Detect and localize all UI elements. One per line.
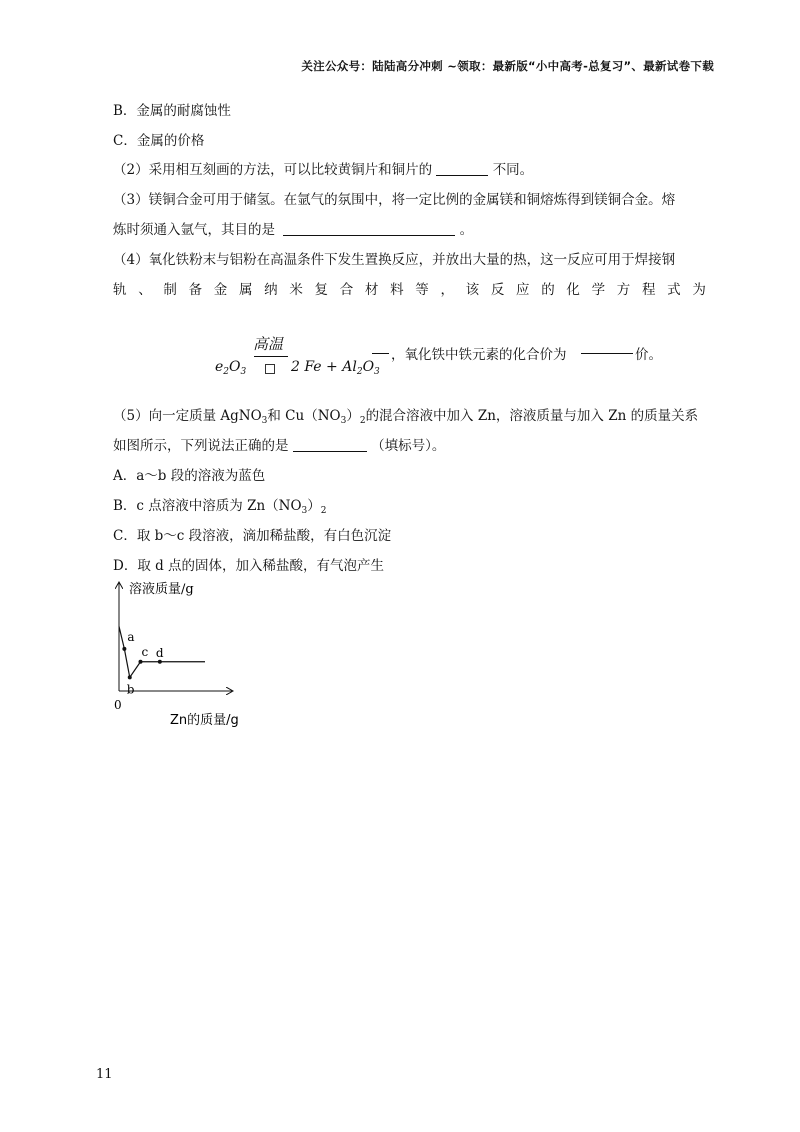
q5-text: 的混合溶液中加入 Zn，溶液质量与加入 Zn 的质量关系 (365, 408, 699, 424)
option-a-q5: A．a～b 段的溶液为蓝色 (113, 468, 266, 484)
question-4-line1: （4）氧化铁粉末与铝粉在高温条件下发生置换反应，并放出大量的热，这一反应可用于焊接钢 (113, 252, 676, 268)
char: 的 (541, 282, 555, 298)
question-2-suffix: 不同。 (492, 162, 534, 178)
char: 式 (667, 282, 681, 298)
answer-blank (283, 222, 455, 236)
subscript: 2 (359, 416, 366, 426)
point-b (128, 675, 132, 679)
question-5-line2 (113, 434, 445, 454)
box-icon (265, 364, 275, 374)
question-4-line2 (113, 278, 706, 298)
char: 为 (692, 282, 706, 298)
question-2-text: （2）采用相互刻画的方法，可以比较黄铜片和铜片的 (113, 162, 433, 178)
char: 程 (641, 282, 656, 298)
char: 轨 (113, 282, 127, 298)
char: 、 (138, 282, 152, 298)
subscript: 3 (340, 416, 347, 426)
option-b-q1: B．金属的耐腐蚀性 (113, 103, 231, 119)
char: 等 (415, 282, 429, 298)
point-label-a: a (127, 629, 135, 644)
question-2 (113, 158, 533, 178)
answer-blank (581, 337, 633, 354)
q5-text: （5）向一定质量 AgNO (113, 408, 262, 424)
equation-arrow (254, 356, 288, 357)
answer-blank (372, 337, 389, 354)
char: 复 (314, 282, 328, 298)
point-a (122, 647, 126, 651)
question-3-line1: （3）镁铜合金可用于储氢。在氩气的氛围中，将一定比例的金属镁和铜熔炼得到镁铜合金。熔 (113, 192, 676, 208)
option-c-q1: C．金属的价格 (113, 133, 205, 149)
point-d (158, 660, 162, 664)
char: 材 (364, 282, 379, 298)
valence-unit: 价。 (635, 347, 662, 363)
char: 属 (238, 282, 253, 298)
reaction-condition: 高温 (253, 335, 284, 353)
option-d-q5: D．取 d 点的固体，加入稀盐酸，有气泡产生 (113, 558, 385, 574)
series-line (119, 626, 160, 677)
char: 备 (188, 282, 203, 298)
q5-text: ） (346, 408, 360, 424)
option-b-q5 (113, 494, 327, 516)
char: 料 (390, 282, 404, 298)
question-3-line2 (113, 218, 473, 238)
point-label-d: d (155, 645, 164, 660)
point-label-b: b (126, 682, 135, 697)
char: 合 (339, 282, 354, 298)
y-axis-label: 溶液质量/g (129, 582, 194, 597)
equation-reactant: $e_2O_3$ (215, 359, 247, 377)
q5-text: 如图所示，下列说法正确的是 (113, 438, 289, 454)
char: 学 (591, 282, 606, 298)
char: 米 (289, 282, 303, 298)
char: 化 (566, 282, 580, 298)
equation-followup: ，氧化铁中铁元素的化合价为 (391, 347, 567, 363)
option-text: ） (307, 498, 321, 514)
char: 该 (465, 282, 480, 298)
origin-label: 0 (114, 698, 122, 712)
answer-blank (293, 438, 367, 452)
q5-suffix: （填标号）。 (371, 438, 446, 454)
chart-series (119, 626, 205, 696)
char: 金 (213, 282, 228, 298)
subscript: 3 (301, 506, 308, 516)
page-header: 关注公众号：陆陆高分冲刺 ~领取：最新版“小中高考-总复习”、最新试卷下载 (301, 59, 714, 73)
x-axis-label: Zn的质量/g (170, 713, 239, 728)
subscript: 2 (320, 506, 327, 516)
question-5-line1 (113, 404, 698, 426)
equation-product: 2 $Fe + Al_2O_3$ (291, 359, 380, 377)
option-c-q5: C．取 b～c 段溶液，滴加稀盐酸，有白色沉淀 (113, 528, 392, 544)
char: 反 (490, 282, 505, 298)
char: 制 (163, 282, 177, 298)
subscript: 3 (261, 416, 268, 426)
page-number: 11 (96, 1067, 113, 1082)
q5-text: 和 Cu（NO (267, 408, 341, 424)
question-3-text: 炼时须通入氩气，其目的是 (113, 222, 275, 238)
question-3-suffix: 。 (459, 222, 474, 238)
answer-blank (436, 162, 488, 176)
char: 纳 (264, 282, 278, 298)
point-label-c: c (141, 644, 149, 659)
char: ， (440, 282, 454, 298)
mass-chart (100, 575, 270, 735)
char: 方 (616, 282, 631, 298)
point-c (139, 660, 143, 664)
option-text: B．c 点溶液中溶质为 Zn（NO (113, 498, 302, 514)
chemical-equation (215, 333, 675, 383)
char: 应 (516, 282, 530, 298)
